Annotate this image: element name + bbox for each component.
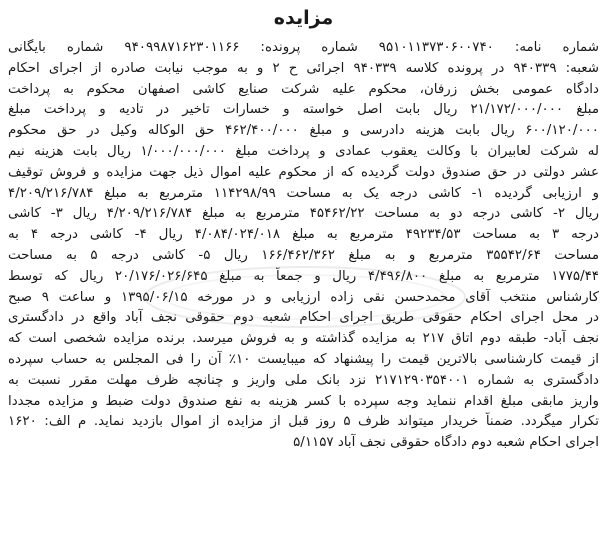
notice-line: در محل اجرای احکام حقوقی طریق اجرای احکام شعبه دوم حقوقی نجف آباد واقع در دادگستری [8, 310, 599, 326]
notice-line: درجه ۳ به مساحت ۴۹۲۳۴/۵۳ مترمربع به مبلغ ۴/۰۸۴/۰۲۴/۰۱۸ ریال ۴- کاشی درجه ۴ به [8, 227, 599, 243]
notice-line: شماره نامه: ۹۵۱۰۱۱۳۷۳۰۶۰۰۷۴۰ شماره پرونده: ۹۴۰۹۹۸۷۱۶۲۳۰۱۱۶۶ شماره بایگانی [8, 40, 599, 55]
notice-line: دادگستری به شماره ۲۱۷۱۲۹۰۳۵۴۰۰۱ نزد بانک ملی واریز و چنانچه ظرف مهلت مقرر نسبت به [8, 372, 599, 388]
notice-line: ۱۷۷۵/۴۴ مترمربع به مبلغ ۴/۴۹۶/۸۰۰ ریال و جمعاً به مبلغ ۲۰/۱۷۶/۰۲۶/۶۴۵ ریال که توسط [8, 268, 599, 284]
notice-line: ریال ۲- کاشی درجه دو به مساحت ۴۵۴۶۲/۲۲ مترمربع به مبلغ ۴/۲۰۹/۲۱۶/۷۸۴ ریال ۳- کاشی [8, 206, 599, 222]
notice-line: نجف آباد- طبقه دوم اتاق ۲۱۷ به مزایده گذاشته و به فروش میرسد. برنده مزایده شخصی است که [8, 331, 599, 347]
notice-line: ۶۰۰/۱۲۰/۰۰۰ ریال بابت هزینه دادرسی و مبلغ ۴۶۲/۴۰۰/۰۰۰ حق الوکاله وکیل در حق محکوم [8, 123, 599, 139]
notice-line: تکرار میگردد. ضمناً خریدار میتواند ظرف ۵ روز قبل از مزایده از اموال بازدید نماید. م الف: ۱۶۲۰ [8, 414, 599, 430]
notice-line: کارشناس منتخب آقای محمدحسن نقی زاده ارزیابی و در مورخه ۱۳۹۵/۰۶/۱۵ و ساعت ۹ صبح [8, 289, 599, 305]
notice-line: اجرای احکام شعبه دوم دادگاه حقوقی نجف آباد ۵/۱۱۵۷ [293, 435, 599, 451]
notice-line: مبلغ ۲۱/۱۷۲/۰۰۰/۰۰۰ ریال بابت اصل خواسته و خسارات تاخیر در تادیه و پرداخت مبلغ [8, 102, 599, 118]
notice-line: واریز مابقی مبلغ اقدام ننماید وجه سپرده با کسر هزینه به نفع صندوق دولت ضبط و مزایده مجددا [8, 393, 599, 409]
notice-line: دادگاه عمومی بخش زرفان، محکوم علیه شرکت صنایع کاشی اصفهان محکوم به پرداخت [8, 81, 599, 97]
notice-body [8, 38, 599, 454]
notice-line: عشر دولتی در حق صندوق دولت گردیده که از محکوم علیه اموال ذیل جهت مزایده و فروش توقیف [8, 164, 599, 180]
notice-line: از قیمت کارشناسی بالاترین قیمت را پیشنهاد که میبایست ۱۰٪ آن را فی المجلس به حساب سپرده [8, 351, 599, 367]
notice-line: له شرکت لعابیران با وکالت یعقوب عمادی و پرداخت مبلغ ۱/۰۰۰/۰۰۰/۰۰۰ ریال بابت هزینه نیم [8, 143, 599, 159]
notice-line: و ارزیابی گردیده ۱- کاشی درجه یک به مساحت ۱۱۴۲۹۸/۹۹ مترمربع به مبلغ ۴/۲۰۹/۲۱۶/۷۸۴ [8, 185, 599, 201]
notice-line: شعبه: ۹۴۰۳۳۹ در پرونده کلاسه ۹۴۰۳۳۹ اجرائی ح ۲ و به موجب نیابت صادره از اجرای احکام [8, 60, 599, 76]
notice-title: مزایده [273, 7, 334, 29]
notice-line: مساحت ۳۵۵۴۲/۶۴ مترمربع و به مبلغ ۱۶۶/۴۶۲/۳۶۲ ریال ۵- کاشی درجه ۵ به مساحت [8, 247, 599, 263]
